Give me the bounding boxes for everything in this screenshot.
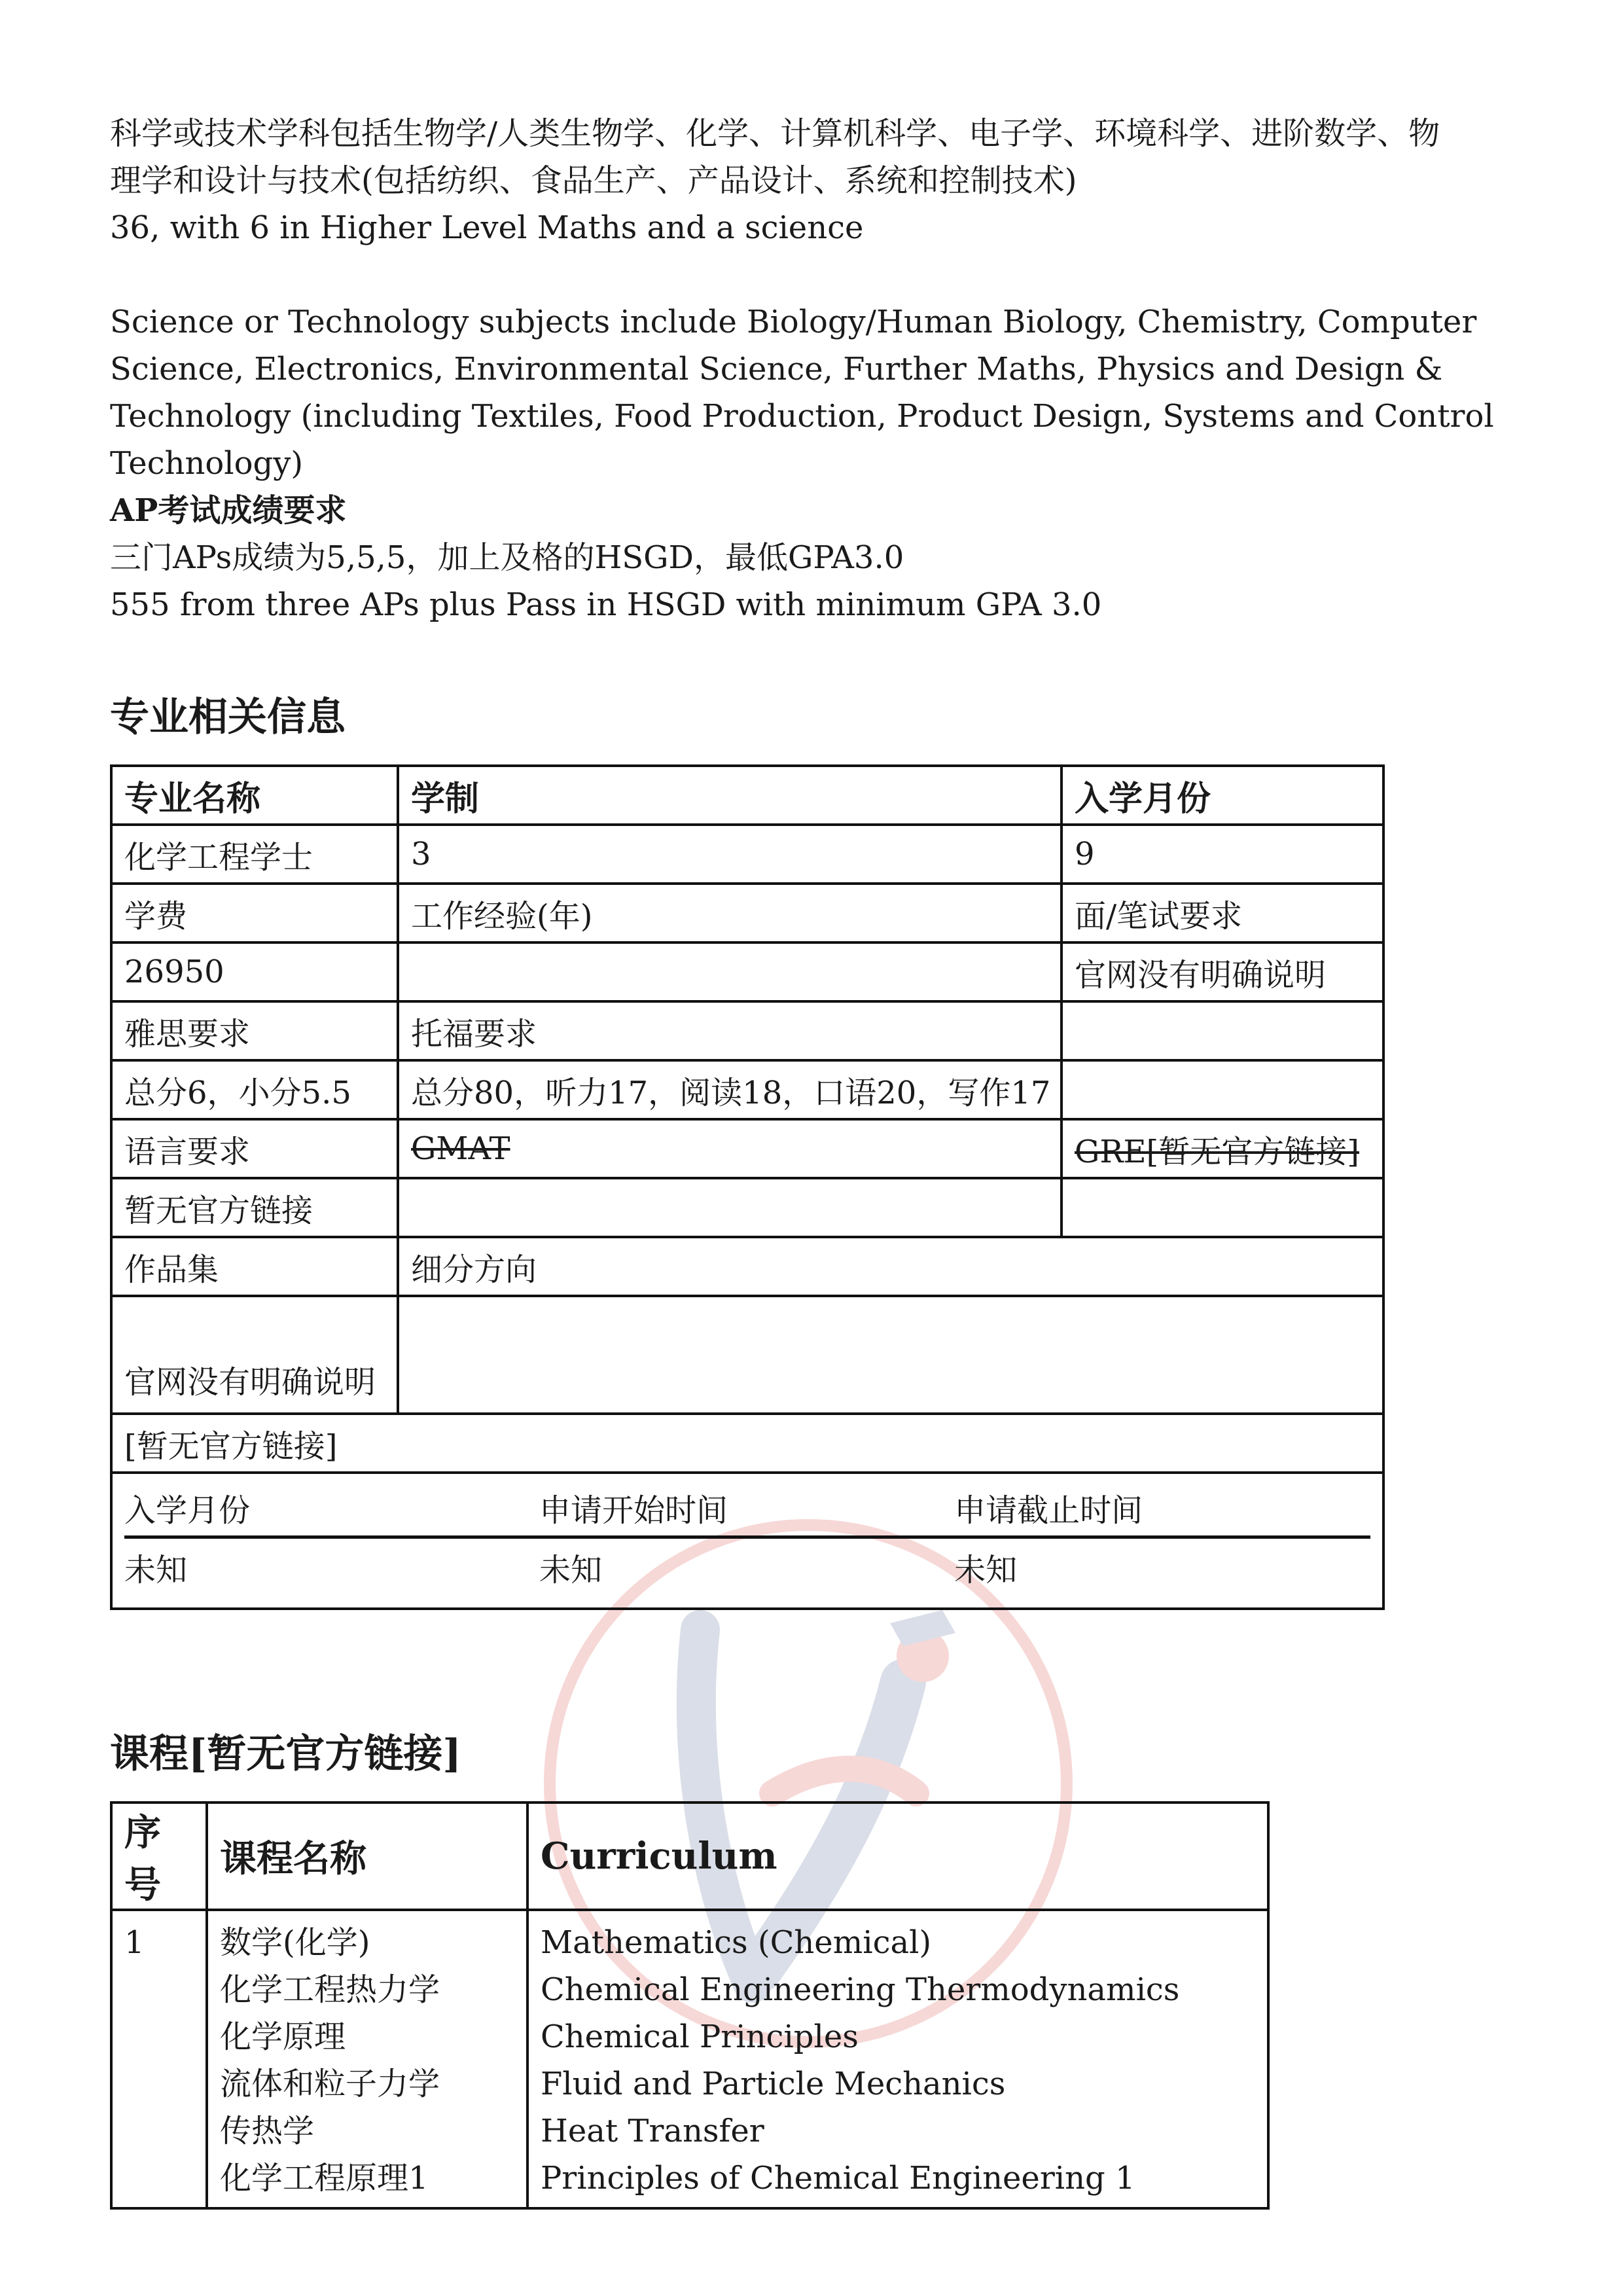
dates-header-row — [124, 1479, 1370, 1539]
table-cell — [398, 1178, 1061, 1237]
blank-line — [110, 251, 1524, 298]
course-name-zh: 化学工程原理1 — [220, 2160, 429, 2197]
header-cell: 学制 — [398, 766, 1061, 825]
table-cell: 暂无官方链接 — [111, 1178, 398, 1237]
table-cell: 3 — [398, 825, 1061, 884]
course-index: 1 — [111, 1910, 207, 2208]
course-table — [110, 1801, 1270, 2210]
zh-subjects-line: 科学或技术学科包括生物学/人类生物学、化学、计算机科学、电子学、环境科学、进阶数学、物 — [110, 115, 1440, 152]
gmat-cell: GMAT — [398, 1119, 1061, 1178]
table-row — [111, 1119, 1383, 1178]
table-row — [111, 884, 1383, 942]
table-row — [111, 1178, 1383, 1237]
table-cell: 化学工程学士 — [111, 825, 398, 884]
table-cell — [1061, 1178, 1383, 1237]
dates-value-row — [124, 1539, 1370, 1595]
table-row — [111, 1414, 1383, 1473]
table-row — [111, 766, 1383, 825]
table-row — [111, 1060, 1383, 1119]
course-name-en: Heat Transfer — [541, 2113, 764, 2149]
en-subjects-line: Technology (including Textiles, Food Production, Product Design, Systems and Control — [110, 398, 1494, 435]
dates-header: 申请截止时间 — [954, 1492, 1143, 1529]
course-name-zh: 传热学 — [220, 2113, 315, 2149]
table-row — [111, 1910, 1268, 2208]
table-row — [111, 942, 1383, 1001]
direction-value — [398, 1296, 1383, 1414]
direction-label: 细分方向 — [398, 1237, 1383, 1296]
header-cell: 课程名称 — [207, 1803, 527, 1910]
table-cell — [1061, 1060, 1383, 1119]
course-name-en: Principles of Chemical Engineering 1 — [541, 2160, 1135, 2197]
table-cell: 总分80，听力17，阅读18，口语20，写作17 — [398, 1060, 1061, 1119]
course-name-en: Fluid and Particle Mechanics — [541, 2066, 1006, 2102]
course-name-en: Chemical Principles — [541, 2018, 859, 2055]
course-name-zh: 数学(化学) — [220, 1924, 370, 1961]
course-section-title: 课程[暂无官方链接] — [110, 1731, 461, 1777]
intro-block — [110, 110, 1524, 628]
table-row — [111, 1803, 1268, 1910]
header-cell: 入学月份 — [1061, 766, 1383, 825]
table-cell: 托福要求 — [398, 1001, 1061, 1060]
program-info-table — [110, 764, 1385, 1610]
dates-header: 入学月份 — [124, 1492, 251, 1529]
table-row — [111, 1237, 1383, 1296]
portfolio-value: 官网没有明确说明 — [111, 1296, 398, 1414]
dates-value: 未知 — [124, 1551, 188, 1588]
course-names-zh — [207, 1910, 527, 2208]
table-cell: 26950 — [111, 942, 398, 1001]
table-cell — [398, 942, 1061, 1001]
zh-subjects-line: 理学和设计与技术(包括纺织、食品生产、产品设计、系统和控制技术) — [110, 162, 1077, 199]
ap-requirement-en: 555 from three APs plus Pass in HSGD with minimum GPA 3.0 — [110, 586, 1102, 623]
header-cell: 专业名称 — [111, 766, 398, 825]
table-cell: 语言要求 — [111, 1119, 398, 1178]
table-cell — [1061, 1001, 1383, 1060]
table-cell: 官网没有明确说明 — [1061, 942, 1383, 1001]
course-name-en: Chemical Engineering Thermodynamics — [541, 1971, 1180, 2008]
en-subjects-line: Science, Electronics, Environmental Science, Further Maths, Physics and Design & — [110, 351, 1443, 387]
course-name-en: Mathematics (Chemical) — [541, 1924, 932, 1961]
link-note: [暂无官方链接] — [111, 1414, 1383, 1473]
table-row — [111, 825, 1383, 884]
dates-value: 未知 — [954, 1551, 1018, 1588]
dates-header: 申请开始时间 — [539, 1492, 728, 1529]
dates-value: 未知 — [539, 1551, 603, 1588]
table-cell: 总分6，小分5.5 — [111, 1060, 398, 1119]
en-subjects-line: Technology) — [110, 445, 304, 482]
table-row — [111, 1296, 1383, 1414]
table-cell: 面/笔试要求 — [1061, 884, 1383, 942]
course-names-en — [527, 1910, 1268, 2208]
portfolio-label: 作品集 — [111, 1237, 398, 1296]
course-name-zh: 流体和粒子力学 — [220, 2066, 440, 2102]
table-cell: 学费 — [111, 884, 398, 942]
course-name-zh: 化学原理 — [220, 2018, 346, 2055]
header-cell: 序号 — [111, 1803, 207, 1910]
ap-requirement-zh: 三门APs成绩为5,5,5，加上及格的HSGD，最低GPA3.0 — [110, 539, 904, 576]
gre-cell: GRE[暂无官方链接] — [1061, 1119, 1383, 1178]
ib-requirement: 36, with 6 in Higher Level Maths and a science — [110, 209, 864, 246]
table-row — [111, 1001, 1383, 1060]
table-row — [111, 1473, 1383, 1609]
program-section-title: 专业相关信息 — [110, 694, 346, 740]
table-cell: 工作经验(年) — [398, 884, 1061, 942]
application-dates — [111, 1473, 1383, 1609]
en-subjects-line: Science or Technology subjects include Biology/Human Biology, Chemistry, Computer — [110, 304, 1477, 340]
table-cell: 9 — [1061, 825, 1383, 884]
ap-heading: AP考试成绩要求 — [110, 492, 347, 529]
course-name-zh: 化学工程热力学 — [220, 1971, 440, 2008]
table-cell: 雅思要求 — [111, 1001, 398, 1060]
header-cell: Curriculum — [527, 1803, 1268, 1910]
